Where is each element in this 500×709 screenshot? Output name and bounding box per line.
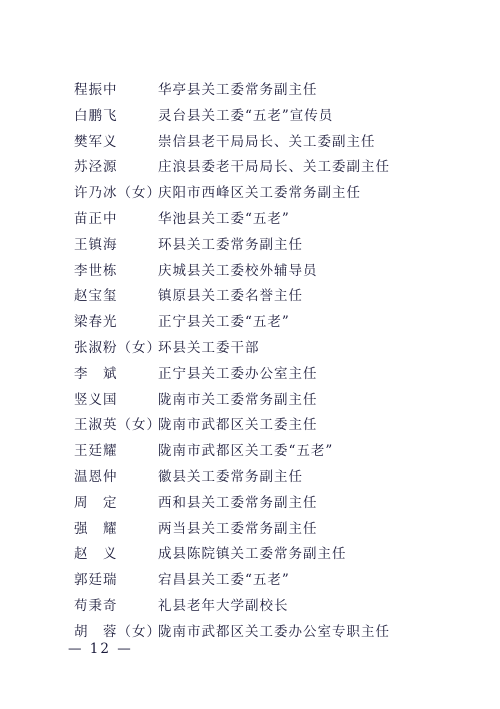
list-item [74,542,474,568]
list-item [74,413,474,439]
person-title: 灵台县关工委“五老”宣传员 [158,107,334,124]
list-item [74,155,474,181]
person-name: 李 斌 [74,365,118,382]
list-item [74,130,474,156]
person-title: 宕昌县关工委“五老” [158,572,290,589]
person-title: 庄浪县委老干局局长、关工委副主任 [158,159,390,176]
person-title: 庆阳市西峰区关工委常务副主任 [158,185,361,202]
person-name: 程振中 [74,82,118,98]
list-item [74,336,474,362]
person-name: 王淑英（女） [74,417,161,434]
person-title: 崇信县老干局局长、关工委副主任 [158,133,376,150]
person-name: 赵宝玺 [74,288,118,305]
person-title: 陇南市武都区关工委办公室专职主任 [158,623,390,640]
list-item [74,568,474,594]
list-item [74,181,474,207]
person-name: 温恩仲 [74,468,118,485]
personnel-list [74,78,474,646]
person-title: 华亭县关工委常务副主任 [158,82,318,98]
person-title: 徽县关工委常务副主任 [158,468,303,485]
person-title: 环县关工委常务副主任 [158,236,303,253]
list-item [74,388,474,414]
list-item [74,104,474,130]
list-item [74,594,474,620]
person-name: 赵 义 [74,546,118,563]
person-title: 陇南市关工委常务副主任 [158,391,318,408]
person-title: 正宁县关工委办公室主任 [158,365,318,382]
person-name: 竖义国 [74,391,118,408]
person-name: 郭廷瑞 [74,572,118,589]
list-item [74,362,474,388]
person-title: 陇南市武都区关工委主任 [158,417,318,434]
person-title: 镇原县关工委名誉主任 [158,288,303,305]
person-name: 强 耀 [74,520,118,537]
person-name: 苗正中 [74,210,118,227]
person-name: 王镇海 [74,236,118,253]
person-title: 礼县老年大学副校长 [158,597,289,614]
person-name: 白鹏飞 [74,107,118,124]
list-item [74,207,474,233]
person-title: 成县陈院镇关工委常务副主任 [158,546,347,563]
person-name: 王廷耀 [74,443,118,460]
person-title: 庆城县关工委校外辅导员 [158,262,318,279]
person-title: 正宁县关工委“五老” [158,314,290,331]
person-name: 李世栋 [74,262,118,279]
list-item [74,78,474,104]
person-name: 梁春光 [74,314,118,331]
list-item [74,517,474,543]
person-name: 苟秉奇 [74,597,118,614]
person-name: 许乃冰（女） [74,185,161,202]
list-item [74,620,474,646]
list-item [74,233,474,259]
person-title: 陇南市武都区关工委“五老” [158,443,334,460]
person-name: 张淑粉（女） [74,339,161,356]
person-title: 两当县关工委常务副主任 [158,520,318,537]
person-title: 华池县关工委“五老” [158,210,290,227]
list-item [74,491,474,517]
person-name: 胡 蓉（女） [74,623,161,640]
list-item [74,439,474,465]
list-item [74,259,474,285]
list-item [74,310,474,336]
list-item [74,284,474,310]
page-number: — 12 — [68,641,133,657]
list-item [74,465,474,491]
person-title: 环县关工委干部 [158,339,260,356]
person-name: 樊军义 [74,133,118,150]
person-name: 苏泾源 [74,159,118,176]
person-name: 周 定 [74,494,118,511]
person-title: 西和县关工委常务副主任 [158,494,318,511]
